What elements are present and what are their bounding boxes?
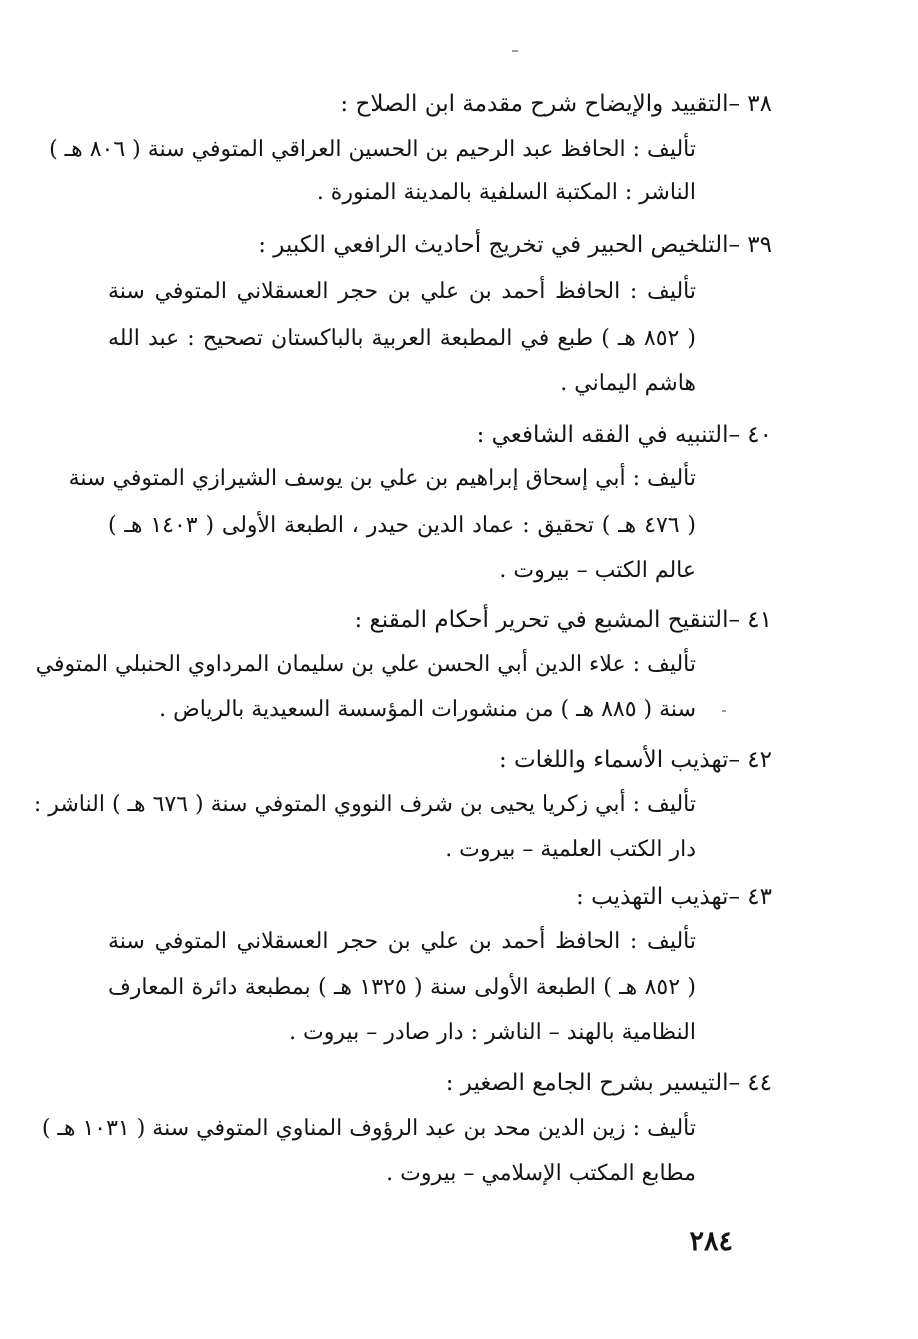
- entry-heading: ٤٠ –التنبيه في الفقه الشافعي :: [476, 422, 772, 448]
- entry-heading: ٤٤ –التيسير بشرح الجامع الصغير :: [445, 1070, 772, 1096]
- entry-line: سنة ( ٨٨٥ هـ ) من منشورات المؤسسة السعيدية بالرياض .: [159, 697, 696, 722]
- entry-line: هاشم اليماني .: [560, 371, 696, 396]
- scan-speck: [722, 710, 726, 712]
- entry-heading: ٤٢ –تهذيب الأسماء واللغات :: [498, 747, 772, 773]
- scan-speck: [512, 50, 518, 52]
- entry-line: النظامية بالهند – الناشر : دار صادر – بيروت .: [289, 1020, 696, 1045]
- entry-line: عالم الكتب – بيروت .: [499, 558, 696, 583]
- entry-line: ( ٤٧٦ هـ ) تحقيق : عماد الدين حيدر ، الطبعة الأولى ( ١٤٠٣ هـ ): [108, 513, 697, 538]
- entry-line: دار الكتب العلمية – بيروت .: [445, 837, 696, 862]
- page-number: ٢٨٤: [689, 1226, 733, 1257]
- entry-heading: ٤٣ –تهذيب التهذيب :: [576, 884, 772, 910]
- entry-line: مطابع المكتب الإسلامي – بيروت .: [386, 1161, 696, 1186]
- entry-line: تأليف : أبي إسحاق إبراهيم بن علي بن يوسف الشيرازي المتوفي سنة: [68, 466, 696, 491]
- entry-line: تأليف : الحافظ أحمد بن علي بن حجر العسقلاني المتوفي سنة: [108, 279, 696, 304]
- entry-line: ( ٨٥٢ هـ ) الطبعة الأولى سنة ( ١٣٢٥ هـ ) بمطبعة دائرة المعارف: [108, 975, 697, 1000]
- entry-heading: ٣٩ –التلخيص الحبير في تخريج أحاديث الرافعي الكبير :: [258, 232, 772, 258]
- entry-line: تأليف : الحافظ عبد الرحيم بن الحسين العراقي المتوفي سنة ( ٨٠٦ هـ ): [49, 137, 696, 162]
- entry-line: تأليف : أبي زكريا يحيى بن شرف النووي المتوفي سنة ( ٦٧٦ هـ ) الناشر :: [33, 792, 696, 817]
- entry-line: تأليف : زين الدين محد بن عبد الرؤوف المناوي المتوفي سنة ( ١٠٣١ هـ ): [41, 1116, 696, 1141]
- entry-heading: ٣٨ –التقييد والإيضاح شرح مقدمة ابن الصلاح :: [340, 91, 772, 117]
- entry-line: تأليف : علاء الدين أبي الحسن علي بن سليمان المرداوي الحنبلي المتوفي: [35, 652, 696, 677]
- entry-line: تأليف : الحافظ أحمد بن علي بن حجر العسقلاني المتوفي سنة: [108, 929, 696, 954]
- entry-line: ( ٨٥٢ هـ ) طبع في المطبعة العربية بالباكستان تصحيح : عبد الله: [108, 326, 696, 351]
- entry-heading: ٤١ –التنقيح المشبع في تحرير أحكام المقنع :: [354, 607, 772, 633]
- entry-line: الناشر : المكتبة السلفية بالمدينة المنورة .: [316, 180, 696, 205]
